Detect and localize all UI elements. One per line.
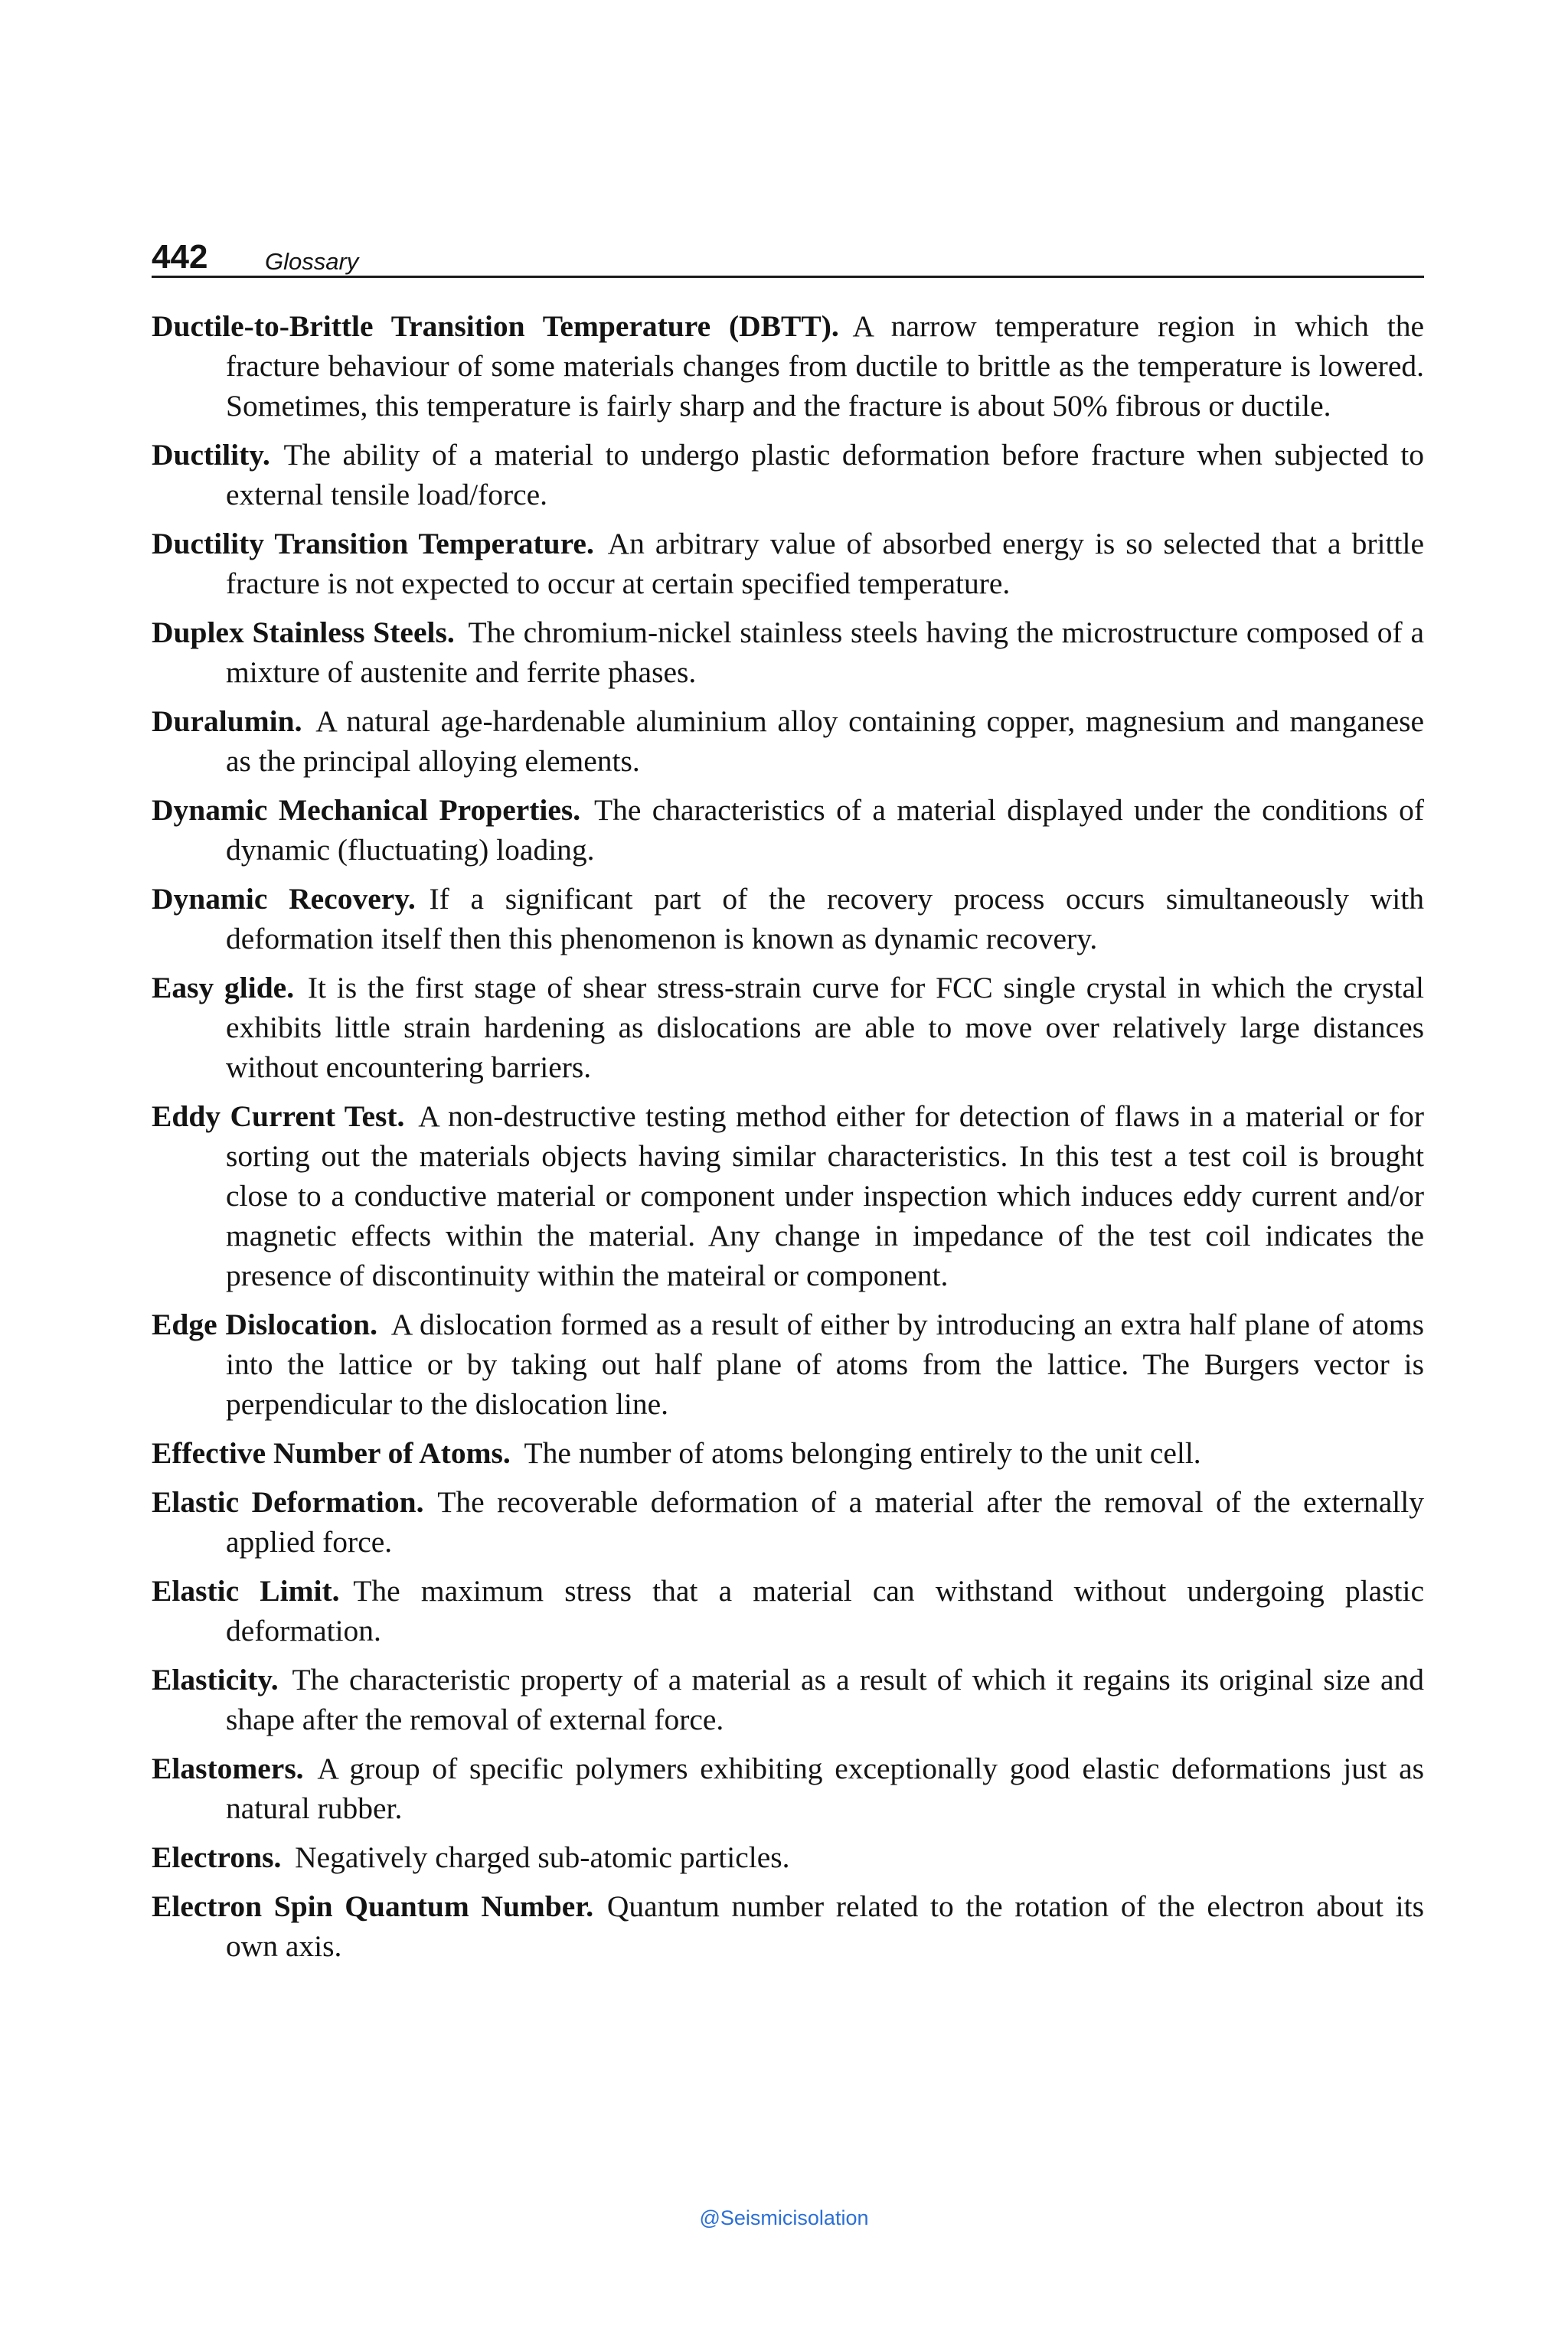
glossary-definition: The recoverable deformation of a material after the removal of the externally applied force. [226, 1485, 1424, 1559]
glossary-entry-dbtt [152, 306, 1424, 426]
glossary-definition: Quantum number related to the rotation of the electron about its own axis. [226, 1889, 1424, 1963]
glossary-entry-duplex-stainless-steels [152, 612, 1424, 692]
glossary-term: Edge Dislocation. [152, 1308, 378, 1341]
glossary-definition: The number of atoms belonging entirely to the unit cell. [524, 1436, 1201, 1470]
glossary-entry-easy-glide [152, 968, 1424, 1087]
glossary-definition: The chromium-nickel stainless steels having the microstructure composed of a mixture of austenite and ferrite phases. [226, 616, 1424, 689]
glossary-definition: It is the first stage of shear stress-strain curve for FCC single crystal in which the crystal exhibits little strain hardening as dislocations are able to move over relatively large distances without encountering barriers. [226, 971, 1424, 1084]
glossary-term: Ductility Transition Temperature. [152, 527, 594, 560]
glossary-term: Effective Number of Atoms. [152, 1436, 511, 1470]
glossary-entry-electrons [152, 1837, 1424, 1877]
glossary-entry-ductility [152, 435, 1424, 514]
glossary-definition: If a significant part of the recovery process occurs simultaneously with deformation itself then this phenomenon is known as dynamic recovery. [226, 882, 1424, 955]
glossary-term: Elastomers. [152, 1752, 304, 1785]
glossary-entry-elastomers [152, 1749, 1424, 1828]
glossary-definition: A natural age-hardenable aluminium alloy containing copper, magnesium and manganese as the principal alloying elements. [226, 704, 1424, 778]
glossary-term: Dynamic Mechanical Properties. [152, 793, 581, 827]
glossary-term: Dynamic Recovery. [152, 882, 416, 916]
glossary-entry-duralumin [152, 701, 1424, 781]
glossary-entry-effective-number-of-atoms [152, 1433, 1424, 1473]
glossary-term: Ductility. [152, 438, 270, 472]
glossary-term: Elasticity. [152, 1663, 279, 1697]
glossary-entry-edge-dislocation [152, 1305, 1424, 1424]
glossary-entry-elastic-limit [152, 1571, 1424, 1651]
glossary-term: Electron Spin Quantum Number. [152, 1889, 594, 1923]
glossary-definition: An arbitrary value of absorbed energy is so selected that a brittle fracture is not expected to occur at certain specified temperature. [226, 527, 1424, 600]
glossary-definition: The characteristic property of a material as a result of which it regains its original size and shape after the removal of external force. [226, 1663, 1424, 1736]
glossary-term: Duralumin. [152, 704, 302, 738]
glossary-list [152, 306, 1424, 1975]
running-head: Glossary [265, 248, 359, 275]
glossary-term: Ductile-to-Brittle Transition Temperature (DBTT). [152, 309, 839, 343]
glossary-entry-elasticity [152, 1660, 1424, 1739]
glossary-definition: The characteristics of a material displayed under the conditions of dynamic (fluctuating) loading. [226, 793, 1424, 867]
glossary-term: Duplex Stainless Steels. [152, 616, 455, 649]
page-header [152, 230, 1424, 278]
glossary-definition: A non-destructive testing method either for detection of flaws in a material or for sorting out the materials objects having similar characteristics. In this test a test coil is brought close to a conductive material or component under inspection which induces eddy current and/or magnetic effects within the material. Any change in impedance of the test coil indicates the presence of discontinuity within the mateiral or component. [226, 1099, 1424, 1292]
page-number: 442 [152, 238, 208, 276]
glossary-term: Electrons. [152, 1840, 282, 1874]
glossary-term: Easy glide. [152, 971, 295, 1004]
glossary-term: Elastic Deformation. [152, 1485, 424, 1519]
glossary-entry-electron-spin-quantum-number [152, 1886, 1424, 1966]
glossary-definition: Negatively charged sub-atomic particles. [295, 1840, 790, 1874]
glossary-term: Eddy Current Test. [152, 1099, 405, 1133]
glossary-entry-elastic-deformation [152, 1482, 1424, 1562]
glossary-definition: A group of specific polymers exhibiting exceptionally good elastic deformations just as natural rubber. [226, 1752, 1424, 1825]
glossary-definition: The maximum stress that a material can withstand without undergoing plastic deformation. [226, 1574, 1424, 1648]
glossary-term: Elastic Limit. [152, 1574, 340, 1608]
glossary-entry-dynamic-recovery [152, 879, 1424, 958]
watermark: @Seismicisolation [699, 2206, 869, 2229]
glossary-entry-eddy-current-test [152, 1096, 1424, 1295]
glossary-definition: A dislocation formed as a result of either by introducing an extra half plane of atoms into the lattice or by taking out half plane of atoms from the lattice. The Burgers vector is perpendicular to the dislocation line. [226, 1308, 1424, 1421]
glossary-definition: A narrow temperature region in which the fracture behaviour of some materials changes from ductile to brittle as the temperature is lowered. Sometimes, this temperature is fairly sharp and the fracture is about 50% fibrous or ductile. [226, 309, 1424, 423]
glossary-entry-dynamic-mechanical-properties [152, 790, 1424, 870]
glossary-entry-ductility-transition-temperature [152, 524, 1424, 603]
glossary-definition: The ability of a material to undergo plastic deformation before fracture when subjected to external tensile load/force. [226, 438, 1424, 511]
